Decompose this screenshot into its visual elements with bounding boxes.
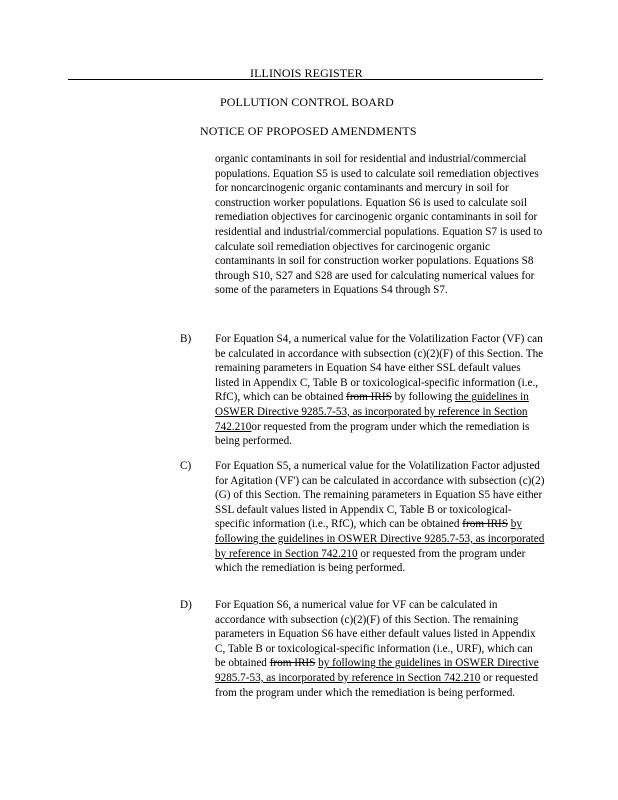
item-b-label: B) <box>180 333 192 345</box>
item-c-text-3: or requested from the program under which the remediation is being performed. <box>215 547 526 575</box>
register-title: ILLINOIS REGISTER <box>250 66 363 80</box>
item-d-struck-text: from IRIS <box>269 657 316 670</box>
board-title: POLLUTION CONTROL BOARD <box>220 95 394 109</box>
item-d-label: D) <box>180 599 192 611</box>
item-b-underlined-text: the guidelines in OSWER Directive 9285.7-53, as incorporated by reference in Section 742.210 <box>215 391 529 433</box>
notice-title: NOTICE OF PROPOSED AMENDMENTS <box>200 124 417 138</box>
item-c-label: C) <box>180 460 192 472</box>
header-rule <box>68 79 543 80</box>
item-c-paragraph <box>215 459 545 576</box>
intro-text: organic contaminants in soil for residential and industrial/commercial populations. Equation S5 is used to calculate soil remediation objectives for noncarcinogenic organic contaminants and mercury in soil for construction worker populations. Equation S6 is used to calculate soil remediation objectives for carcinogenic organic contaminants in soil for residential and industrial/commercial populations. Equation S7 is used to calculate soil remediation objectives for carcinogenic organic contaminants in soil for construction worker populations. Equations S8 through S10, S27 and S28 are used for calculating numerical values for some of the parameters in Equations S4 through S7. <box>215 153 543 297</box>
item-d-text-3: or requested from the program under which the remediation is being performed. <box>215 671 539 699</box>
item-b-text-3: or requested from the program under which the remediation is being performed. <box>215 420 530 448</box>
item-b-paragraph <box>215 332 545 449</box>
intro-paragraph <box>215 152 545 298</box>
item-b-text-2: by following <box>391 391 455 404</box>
item-d-paragraph <box>215 598 545 700</box>
item-b-struck-text: from IRIS <box>346 391 392 404</box>
item-d-text-1: For Equation S6, a numerical value for VF can be calculated in accordance with subsection (c)(2)(F) of this Section. The remaining parameters in Equation S6 have either default values listed in Appendix C, Table B or toxicological-specific information (i.e., URF), which can be obtained <box>215 599 536 670</box>
item-c-struck-text: from IRIS <box>462 518 508 531</box>
item-c-underlined-text: by following the guidelines in OSWER Directive 9285.7-53, as incorporated by reference in Section 742.210 <box>215 518 545 560</box>
item-d-underlined-text: by following the guidelines in OSWER Directive 9285.7-53, as incorporated by reference in Section 742.210 <box>215 657 539 684</box>
item-b-text-1: For Equation S4, a numerical value for the Volatilization Factor (VF) can be calculated in accordance with subsection (c)(2)(F) of this Section. The remaining parameters in Equation S4 have either SSL default values listed in Appendix C, Table B or toxicological-specific information (i.e., RfC), which can be obtained <box>215 333 544 404</box>
item-c-text-1: For Equation S5, a numerical value for the Volatilization Factor adjusted for Agitation (VF') can be calculated in accordance with subsection (c)(2)(G) of this Section. The remaining parameters in Equation S5 have either SSL default values listed in Appendix C, Table B or toxicological-specific information (i.e., RfC), which can be obtained <box>215 460 545 531</box>
